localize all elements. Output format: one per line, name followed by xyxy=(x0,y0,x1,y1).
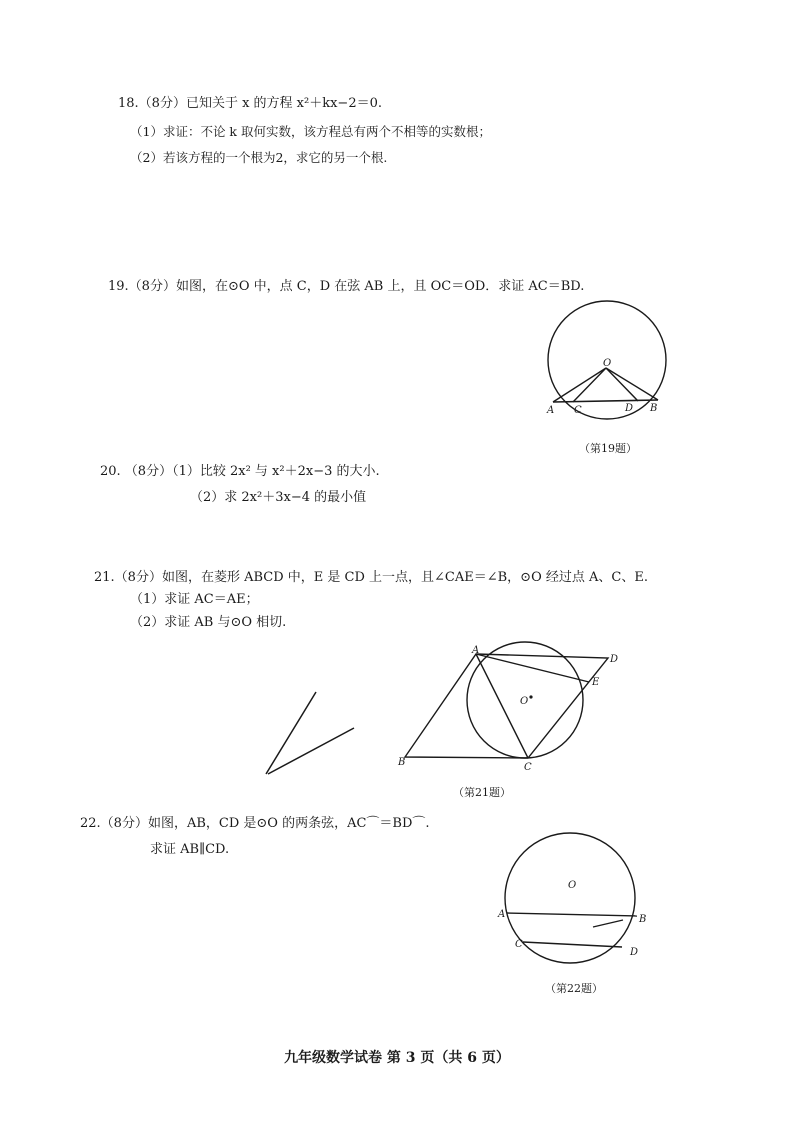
q21-label-c: C xyxy=(524,762,532,773)
q22-label-a: A xyxy=(498,909,506,920)
q22-label-b: B xyxy=(639,914,647,925)
q19-label-d: D xyxy=(625,403,634,414)
page-footer: 九年级数学试卷 第 3 页（共 6 页） xyxy=(284,1050,510,1066)
q21-label-a: A xyxy=(472,645,480,656)
q22-caption: （第22题） xyxy=(545,982,603,995)
q20-stem: 20. （8分）（1）比较 2x² 与 x²＋2x−3 的大小. xyxy=(100,464,380,479)
q19-label-b: B xyxy=(650,403,658,414)
q18-stem: 18.（8分）已知关于 x 的方程 x²＋kx−2＝0. xyxy=(118,96,382,111)
q22-chord-ab xyxy=(507,913,637,916)
q20-part2: （2）求 2x²＋3x−4 的最小值 xyxy=(190,490,367,505)
q21-label-o: O xyxy=(520,696,529,707)
q19-label-a: A xyxy=(547,405,555,416)
q21-label-b: B xyxy=(398,757,406,768)
q22-stem: 22.（8分）如图，AB，CD 是⊙O 的两条弦，AC⌒＝BD⌒. xyxy=(80,816,430,831)
q22-label-c: C xyxy=(515,939,523,950)
q21-figure xyxy=(250,640,630,775)
q21-stem: 21.（8分）如图，在菱形 ABCD 中，E 是 CD 上一点，且∠CAE＝∠B，⊙O 经过点 A、C、E. xyxy=(94,570,648,585)
q19-stem: 19.（8分）如图，在⊙O 中，点 C，D 在弦 AB 上，且 OC＝OD．求证 AC＝BD. xyxy=(108,279,585,294)
q22-label-o: O xyxy=(568,880,577,891)
q19-label-o: O xyxy=(603,358,612,369)
q21-caption: （第21题） xyxy=(453,786,511,799)
q22-part1: 求证 AB∥CD. xyxy=(150,842,230,857)
q22-stray-stroke xyxy=(593,920,623,927)
q22-label-d: D xyxy=(630,947,639,958)
q21-part1: （1）求证 AC＝AE； xyxy=(130,592,259,607)
q21-part2: （2）求证 AB 与⊙O 相切. xyxy=(130,615,287,630)
q21-segment-ae xyxy=(476,654,589,682)
q21-rhombus-abcd xyxy=(405,654,608,758)
q18-part2: （2）若该方程的一个根为2，求它的另一个根. xyxy=(130,150,388,165)
q21-label-d: D xyxy=(610,654,619,665)
q19-caption: （第19题） xyxy=(579,442,637,455)
q22-figure xyxy=(495,825,645,975)
q19-label-c: C xyxy=(574,405,582,416)
q18-part1: （1）求证：不论 k 取何实数，该方程总有两个不相等的实数根； xyxy=(130,124,491,139)
q19-figure xyxy=(540,300,675,425)
q21-label-e: E xyxy=(592,677,600,688)
q22-chord-cd xyxy=(523,942,622,947)
